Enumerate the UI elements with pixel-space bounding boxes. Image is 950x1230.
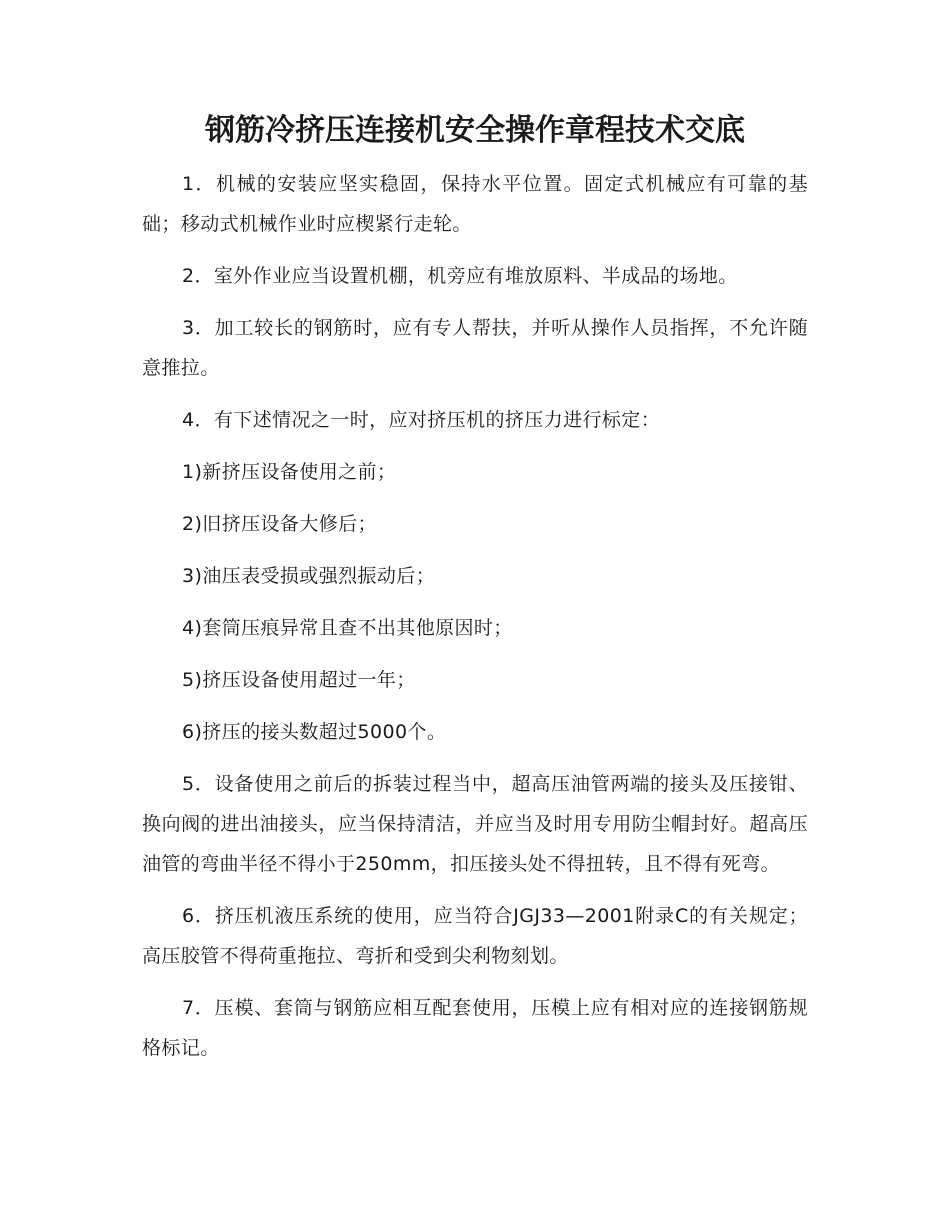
paragraph-7: 7．压模、套筒与钢筋应相互配套使用，压模上应有相对应的连接钢筋规格标记。 bbox=[142, 997, 808, 1059]
paragraph-5: 5．设备使用之前后的拆装过程当中，超高压油管两端的接头及压接钳、换向阀的进出油接头，应当保持清洁，并应当及时用专用防尘帽封好。超高压油管的弯曲半径不得小于250mm，扣压接头处不得扭转，且不得有死弯。 bbox=[142, 773, 808, 875]
paragraph-6: 6．挤压机液压系统的使用，应当符合JGJ33—2001附录C的有关规定；高压胶管不得荷重拖拉、弯折和受到尖利物刻划。 bbox=[142, 905, 808, 967]
paragraph-4: 4．有下述情况之一时，应对挤压机的挤压力进行标定： bbox=[182, 409, 661, 431]
list-item-3: 3)油压表受损或强烈振动后； bbox=[182, 565, 436, 587]
list-item-4: 4)套筒压痕异常且查不出其他原因时； bbox=[182, 617, 513, 639]
list-item-2: 2)旧挤压设备大修后； bbox=[182, 513, 377, 535]
list-item-5: 5)挤压设备使用超过一年； bbox=[182, 669, 416, 691]
paragraph-3: 3．加工较长的钢筋时，应有专人帮扶，并听从操作人员指挥，不允许随意推拉。 bbox=[142, 317, 808, 379]
paragraph-1: 1．机械的安装应坚实稳固，保持水平位置。固定式机械应有可靠的基础；移动式机械作业时应楔紧行走轮。 bbox=[142, 173, 808, 235]
document-title: 钢筋冷挤压连接机安全操作章程技术交底 bbox=[205, 113, 745, 148]
paragraph-2: 2．室外作业应当设置机棚，机旁应有堆放原料、半成品的场地。 bbox=[182, 265, 738, 287]
list-item-6: 6)挤压的接头数超过5000个。 bbox=[182, 721, 447, 743]
list-item-1: 1)新挤压设备使用之前； bbox=[182, 461, 397, 483]
document-body bbox=[142, 164, 808, 1080]
